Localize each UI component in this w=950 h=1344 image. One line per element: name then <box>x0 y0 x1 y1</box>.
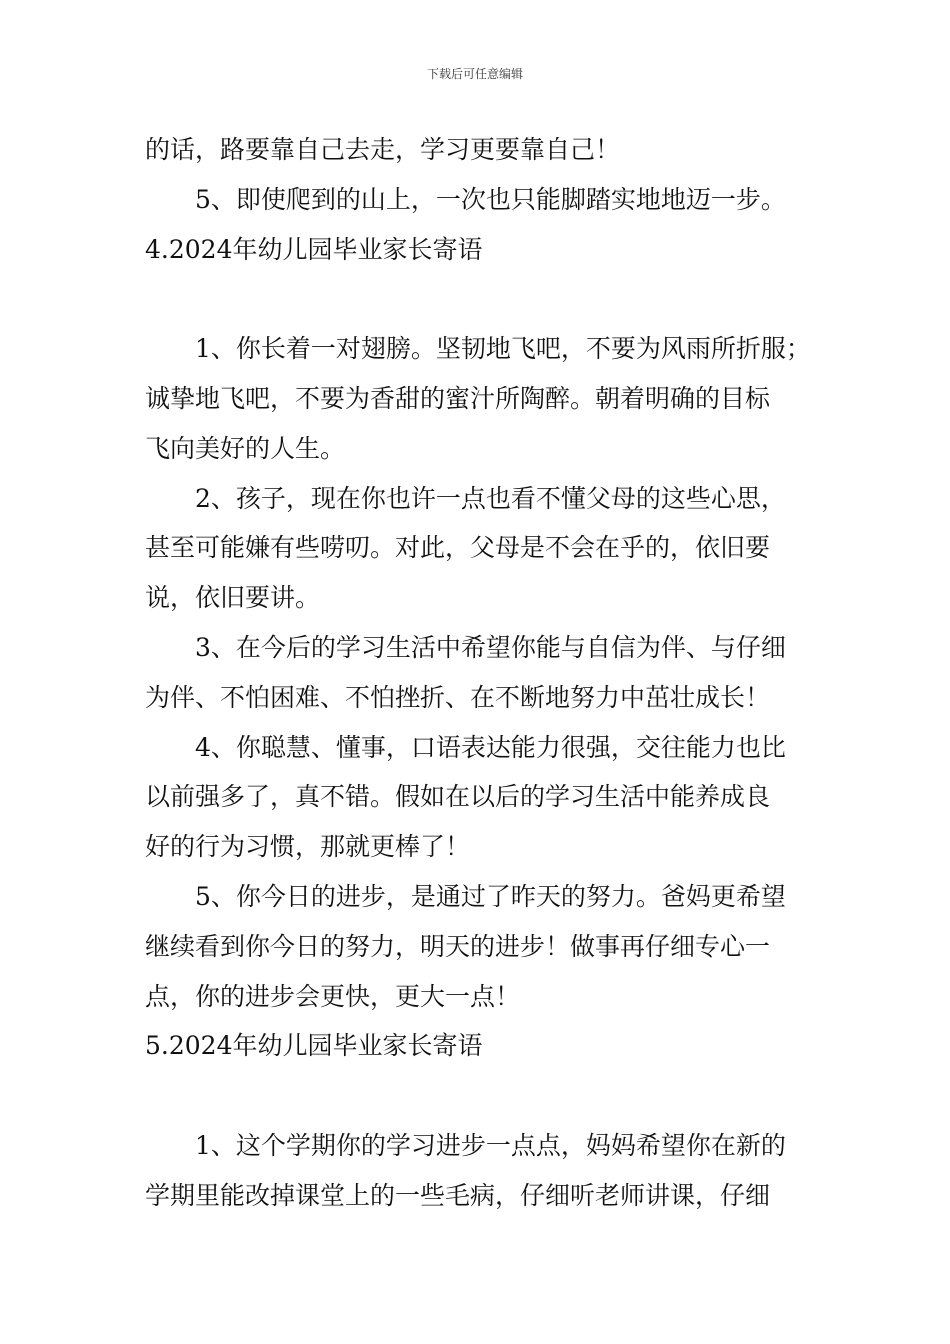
paragraph-line: 继续看到你今日的努力，明天的进步！做事再仔细专心一 <box>145 931 771 961</box>
paragraph-line: 以前强多了，真不错。假如在以后的学习生活中能养成良 <box>145 782 771 812</box>
paragraph-line: 5、即使爬到的山上，一次也只能脚踏实地地迈一步。 <box>195 184 786 214</box>
section-heading: 4.2024年幼儿园毕业家长寄语 <box>145 234 483 264</box>
paragraph-line: 甚至可能嫌有些唠叨。对此，父母是不会在乎的，依旧要 <box>145 533 771 563</box>
paragraph-line: 的话，路要靠自己去走，学习更要靠自己！ <box>145 135 621 164</box>
paragraph-line: 2、孩子，现在你也许一点也看不懂父母的这些心思， <box>195 483 786 513</box>
paragraph-line: 诚挚地飞吧，不要为香甜的蜜汁所陶醉。朝着明确的目标 <box>145 383 771 413</box>
paragraph-line: 1、这个学期你的学习进步一点点，妈妈希望你在新的 <box>195 1130 786 1160</box>
document-body <box>145 125 810 1221</box>
paragraph-line: 说，依旧要讲。 <box>145 583 321 613</box>
paragraph-line: 飞向美好的人生。 <box>145 433 346 463</box>
blank-line <box>145 274 810 324</box>
paragraph-line: 4、你聪慧、懂事，口语表达能力很强，交往能力也比 <box>195 732 786 762</box>
paragraph-line: 为伴、不怕困难、不怕挫折、在不断地努力中茁壮成长！ <box>145 682 771 712</box>
paragraph-line: 点，你的进步会更快，更大一点！ <box>145 981 521 1011</box>
page-header-note: 下载后可任意编辑 <box>426 67 523 81</box>
blank-line <box>145 1071 810 1121</box>
paragraph-line: 5、你今日的进步，是通过了昨天的努力。爸妈更希望 <box>195 881 786 911</box>
section-heading: 5.2024年幼儿园毕业家长寄语 <box>145 1031 483 1061</box>
paragraph-line: 1、你长着一对翅膀。坚韧地飞吧，不要为风雨所折服； <box>195 334 811 364</box>
paragraph-line: 学期里能改掉课堂上的一些毛病，仔细听老师讲课，仔细 <box>145 1180 771 1210</box>
paragraph-line: 3、在今后的学习生活中希望你能与自信为伴、与仔细 <box>195 632 786 662</box>
paragraph-line: 好的行为习惯，那就更棒了！ <box>145 832 471 862</box>
